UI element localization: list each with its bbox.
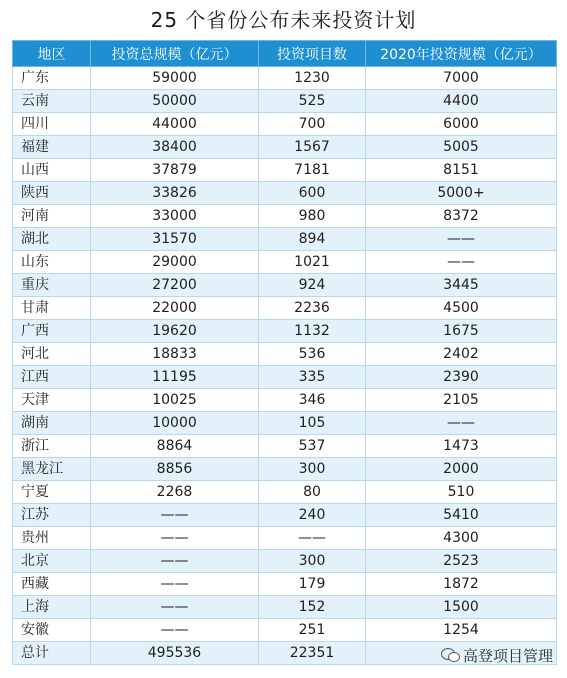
cell-total-investment: —— — [91, 619, 259, 642]
cell-2020-investment: —— — [366, 412, 557, 435]
cell-2020-investment: 5000+ — [366, 182, 557, 205]
cell-project-count: 240 — [259, 504, 366, 527]
cell-total-investment: 10025 — [91, 389, 259, 412]
cell-total-investment: 2268 — [91, 481, 259, 504]
total-cell-project-count: 22351 — [259, 642, 366, 665]
cell-total-investment: —— — [91, 550, 259, 573]
investment-table — [12, 40, 557, 665]
cell-2020-investment: 4300 — [366, 527, 557, 550]
cell-2020-investment: 2523 — [366, 550, 557, 573]
cell-project-count: 536 — [259, 343, 366, 366]
cell-region: 天津 — [13, 389, 91, 412]
table-row — [13, 113, 557, 136]
table-row — [13, 90, 557, 113]
table-header — [13, 41, 557, 67]
cell-2020-investment: 2105 — [366, 389, 557, 412]
table-row — [13, 67, 557, 90]
cell-2020-investment: 4500 — [366, 297, 557, 320]
cell-project-count: 1567 — [259, 136, 366, 159]
table-row — [13, 136, 557, 159]
cell-project-count: 7181 — [259, 159, 366, 182]
cell-total-investment: 50000 — [91, 90, 259, 113]
cell-total-investment: 8856 — [91, 458, 259, 481]
cell-total-investment: 59000 — [91, 67, 259, 90]
cell-region: 江西 — [13, 366, 91, 389]
table-row — [13, 251, 557, 274]
page-title: 25 个省份公布未来投资计划 — [150, 8, 417, 32]
cell-region: 福建 — [13, 136, 91, 159]
table-row — [13, 481, 557, 504]
cell-project-count: 537 — [259, 435, 366, 458]
cell-total-investment: 37879 — [91, 159, 259, 182]
cell-2020-investment: 2000 — [366, 458, 557, 481]
table-row — [13, 297, 557, 320]
cell-region: 山西 — [13, 159, 91, 182]
header-region: 地区 — [13, 41, 91, 67]
cell-project-count: —— — [259, 527, 366, 550]
watermark-text: 高登项目管理 — [462, 646, 553, 665]
cell-2020-investment: 4400 — [366, 90, 557, 113]
header-project-count: 投资项目数 — [259, 41, 366, 67]
cell-2020-investment: 8151 — [366, 159, 557, 182]
cell-project-count: 924 — [259, 274, 366, 297]
table-row — [13, 504, 557, 527]
cell-project-count: 179 — [259, 573, 366, 596]
cell-region: 北京 — [13, 550, 91, 573]
cell-project-count: 1132 — [259, 320, 366, 343]
cell-project-count: 251 — [259, 619, 366, 642]
cell-project-count: 1230 — [259, 67, 366, 90]
cell-region: 广西 — [13, 320, 91, 343]
cell-region: 陕西 — [13, 182, 91, 205]
cell-project-count: 335 — [259, 366, 366, 389]
cell-project-count: 300 — [259, 458, 366, 481]
table-row — [13, 596, 557, 619]
cell-project-count: 300 — [259, 550, 366, 573]
cell-total-investment: 10000 — [91, 412, 259, 435]
cell-total-investment: —— — [91, 504, 259, 527]
cell-total-investment: 31570 — [91, 228, 259, 251]
cell-project-count: 980 — [259, 205, 366, 228]
table-row — [13, 573, 557, 596]
table-row — [13, 412, 557, 435]
cell-region: 四川 — [13, 113, 91, 136]
cell-2020-investment: —— — [366, 228, 557, 251]
cell-total-investment: 19620 — [91, 320, 259, 343]
table-row — [13, 205, 557, 228]
cell-project-count: 2236 — [259, 297, 366, 320]
cell-total-investment: 27200 — [91, 274, 259, 297]
cell-2020-investment: 5005 — [366, 136, 557, 159]
cell-total-investment: —— — [91, 596, 259, 619]
cell-total-investment: 33000 — [91, 205, 259, 228]
cell-region: 西藏 — [13, 573, 91, 596]
cell-2020-investment: —— — [366, 251, 557, 274]
table-row — [13, 274, 557, 297]
cell-project-count: 105 — [259, 412, 366, 435]
cell-region: 甘肃 — [13, 297, 91, 320]
cell-project-count: 894 — [259, 228, 366, 251]
cell-2020-investment: 3445 — [366, 274, 557, 297]
cell-region: 湖北 — [13, 228, 91, 251]
table-row — [13, 228, 557, 251]
cell-region: 安徽 — [13, 619, 91, 642]
cell-project-count: 346 — [259, 389, 366, 412]
cell-region: 浙江 — [13, 435, 91, 458]
cell-total-investment: —— — [91, 527, 259, 550]
cell-total-investment: 8864 — [91, 435, 259, 458]
cell-region: 上海 — [13, 596, 91, 619]
cell-region: 重庆 — [13, 274, 91, 297]
table-row — [13, 435, 557, 458]
table-row — [13, 320, 557, 343]
table-row — [13, 527, 557, 550]
cell-project-count: 152 — [259, 596, 366, 619]
cell-2020-investment: 5410 — [366, 504, 557, 527]
cell-region: 江苏 — [13, 504, 91, 527]
cell-2020-investment: 1675 — [366, 320, 557, 343]
table-row — [13, 366, 557, 389]
cell-2020-investment: 8372 — [366, 205, 557, 228]
cell-region: 广东 — [13, 67, 91, 90]
header-row — [13, 41, 557, 67]
cell-total-investment: —— — [91, 573, 259, 596]
cell-total-investment: 29000 — [91, 251, 259, 274]
header-2020-investment: 2020年投资规模（亿元） — [366, 41, 557, 67]
cell-2020-investment: 1254 — [366, 619, 557, 642]
cell-2020-investment: 1500 — [366, 596, 557, 619]
cell-total-investment: 44000 — [91, 113, 259, 136]
cell-project-count: 600 — [259, 182, 366, 205]
cell-project-count: 1021 — [259, 251, 366, 274]
cell-total-investment: 33826 — [91, 182, 259, 205]
table-body — [13, 67, 557, 665]
watermark — [441, 644, 553, 666]
cell-region: 河北 — [13, 343, 91, 366]
cell-region: 云南 — [13, 90, 91, 113]
table-row — [13, 619, 557, 642]
cell-2020-investment: 1872 — [366, 573, 557, 596]
cell-2020-investment: 7000 — [366, 67, 557, 90]
cell-region: 山东 — [13, 251, 91, 274]
header-total-investment: 投资总规模（亿元） — [91, 41, 259, 67]
table-row — [13, 182, 557, 205]
cell-2020-investment: 1473 — [366, 435, 557, 458]
cell-total-investment: 11195 — [91, 366, 259, 389]
wechat-icon — [441, 648, 459, 662]
cell-2020-investment: 510 — [366, 481, 557, 504]
table-row — [13, 343, 557, 366]
cell-region: 贵州 — [13, 527, 91, 550]
table-row — [13, 458, 557, 481]
cell-total-investment: 22000 — [91, 297, 259, 320]
cell-project-count: 80 — [259, 481, 366, 504]
total-cell-total-investment: 495536 — [91, 642, 259, 665]
cell-region: 河南 — [13, 205, 91, 228]
total-cell-region: 总计 — [13, 642, 91, 665]
cell-total-investment: 18833 — [91, 343, 259, 366]
cell-2020-investment: 2390 — [366, 366, 557, 389]
table-row — [13, 550, 557, 573]
table-row — [13, 389, 557, 412]
table-row — [13, 159, 557, 182]
cell-region: 黑龙江 — [13, 458, 91, 481]
cell-2020-investment: 6000 — [366, 113, 557, 136]
cell-region: 宁夏 — [13, 481, 91, 504]
cell-project-count: 525 — [259, 90, 366, 113]
cell-2020-investment: 2402 — [366, 343, 557, 366]
cell-total-investment: 38400 — [91, 136, 259, 159]
cell-region: 湖南 — [13, 412, 91, 435]
cell-project-count: 700 — [259, 113, 366, 136]
